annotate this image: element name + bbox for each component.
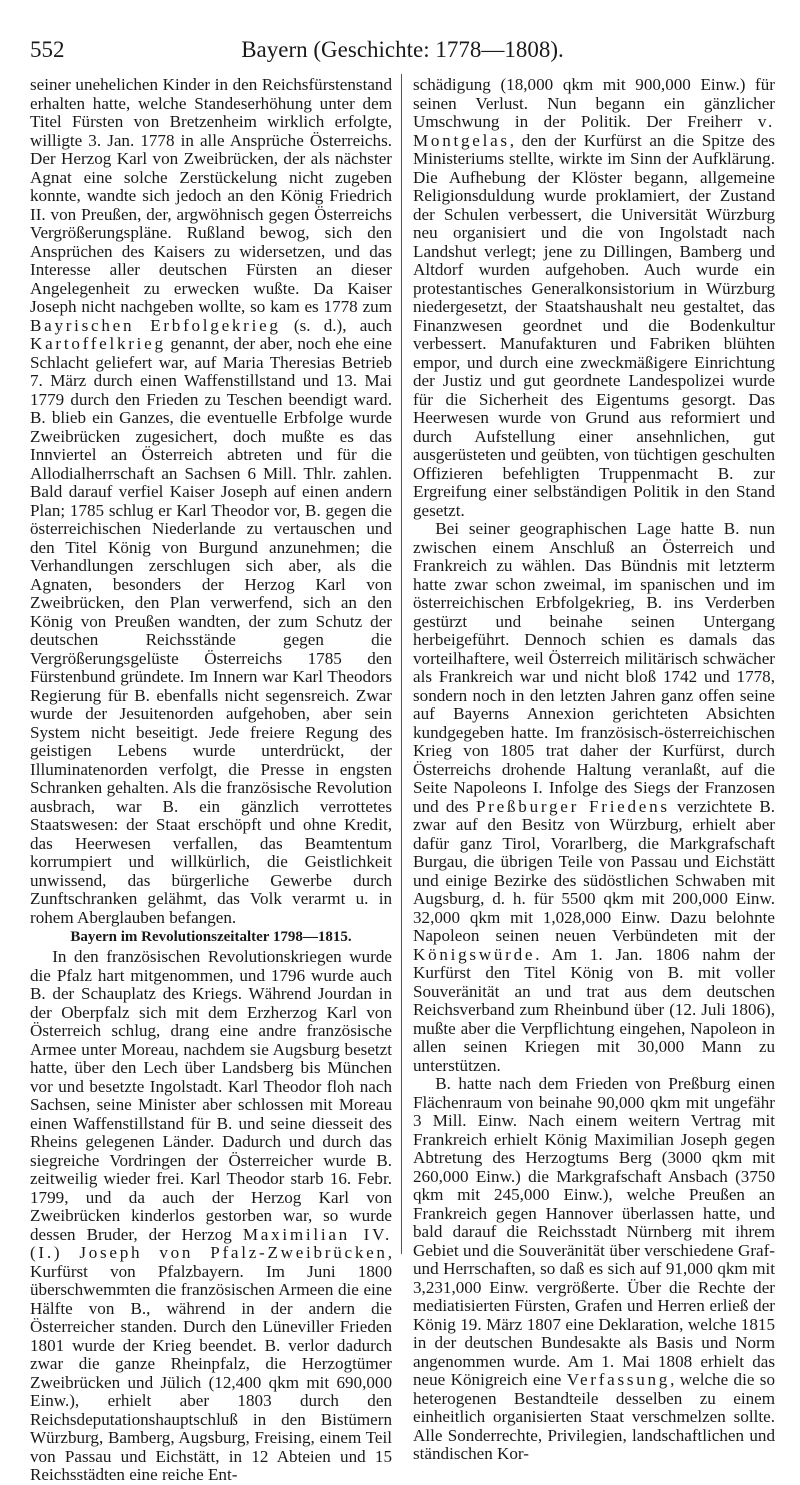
spaced-term: Preßburger Friedens xyxy=(476,796,670,816)
text-run: Bei seiner geographischen Lage hatte B. nun zwischen einem Anschluß an Österreich und Frankreich zu wählen. Das Bündnis mit letzterm hatte zwar schon zweimal, im spanischen und im österreichischen Erbfolgekrieg, B. ins Verderben gestürzt und beinahe seinen Untergang herbeigeführt. Dennoch schien es damals das vorteilhaftere, weil Österreich militärisch schwächer als Frankreich war und nicht bloß 1742 und 1778, sondern noch in den letzten Jahren ganz offen seine auf Bayerns Annexion gerichteten Absichten kundgegeben hatte. Im französisch-österreichischen Krieg von 1805 trat daher der Kurfürst, durch Österreichs drohende Haltung veranlaßt, auf die Seite Napoleons I. Infolge des Siegs der Franzosen und des xyxy=(413,519,775,816)
text-run: In den französischen Revolutionskriegen wurde die Pfalz hart mitgenommen, und 1796 wurde auch B. der Schauplatz des Kriegs. Während Jourdan in der Oberpfalz sich mit dem Erzherzog Karl von Österreich schlug, drang eine andre französische Armee unter Moreau, nachdem sie Augsburg besetzt hatte, über den Lech über Landsberg bis München vor und besetzte Ingolstadt. Karl Theodor floh nach Sachsen, seine Minister aber schlossen mit Moreau einen Waffenstillstand für B. und seine diesseit des Rheins gelegenen Länder. Dadurch und durch das siegreiche Vordringen der Österreicher wurde B. zeitweilig wieder frei. Karl Theodor starb 16. Febr. 1799, und da auch der Herzog Karl von Zweibrücken kinderlos gestorben war, so wurde dessen Bruder, der Herzog xyxy=(30,947,392,1244)
paragraph xyxy=(413,520,775,1075)
text-run: , Kurfürst von Pfalzbayern. Im Juni 1800 überschwemmten die französischen Armeen die eine Hälfte von B., während in der andern die Österreicher standen. Durch den Lüneviller Frieden 1801 wurde der Krieg beendet. B. verlor dadurch zwar die ganze Rheinpfalz, die Herzogtümer Zweibrücken und Jülich (12,400 qkm mit 690,000 Einw.), erhielt aber 1803 durch den Reichsdeputationshauptschluß in den Bistümern Würzburg, Bamberg, Augsburg, Freising, einem Teil von Passau und Eichstätt, in 12 Abteien und 15 Reichsstädten eine reiche Ent- xyxy=(30,1243,392,1484)
text-run: , den der Kurfürst an die Spitze des Ministeriums stellte, wirkte im Sinn der Aufklärung. Die Aufhebung der Klöster begann, allgemeine Religionsduldung wurde proklamiert, der Zustand der Schulen verbessert, die Universität Würzburg neu organisiert und die von Ingolstadt nach Landshut verlegt; jene zu Dillingen, Bamberg und Altdorf wurden aufgehoben. Auch wurde ein protestantisches Generalkonsistorium in Würzburg niedergesetzt, der Staatshaushalt neu gestaltet, das Finanzwesen geordnet und die Bodenkultur verbessert. Manufakturen und Fabriken blühten empor, und durch eine zweckmäßigere Einrichtung der Justiz und gut geordnete Landespolizei wurde für die Sicherheit des Eigentums gesorgt. Das Heerwesen wurde von Grund aus reformiert und durch Aufstellung einer ansehnlichen, gut ausgerüsteten und geübten, von tüchtigen geschulten Offizieren befehligten Truppenmacht B. zur Ergreifung einer selbständigen Politik in den Stand gesetzt. xyxy=(413,130,775,520)
spaced-term: Maximilian IV. (I.) Joseph von Pfalz-Zweibrücken xyxy=(30,1224,392,1262)
text-run: verzichtete B. zwar auf den Besitz von Würzburg, erhielt aber dafür ganz Tirol, Vorarlberg, die Markgrafschaft Burgau, die übrigen Teile von Passau und Eichstätt und einige Bezirke des südöstlichen Schwaben mit Augsburg, d. h. für 5500 qkm mit 200,000 Einw. 32,000 qkm mit 1,028,000 Einw. Dazu belohnte Napoleon seinen neuen Verbündeten mit der xyxy=(413,796,776,945)
paragraph xyxy=(30,948,392,1485)
text-run: schädigung (18,000 qkm mit 900,000 Einw.) für seinen Verlust. Nun begann ein gänzlicher Umschwung in der Politik. Der Freiherr xyxy=(413,75,775,131)
text-run: , welche die so heterogenen Bestandteile desselben zu einem einheitlich organisierten Staat verschmelzen sollte. Alle Sonderrechte, Privilegien, landschaftlichen und ständischen Kor- xyxy=(413,1370,775,1463)
text-run: genannt, der aber, noch ehe eine Schlacht geliefert war, auf Maria Theresias Betrieb 7. März durch einen Waffenstillstand und 13. Mai 1779 durch den Frieden zu Teschen beendigt ward. B. blieb ein Ganzes, die eventuelle Erbfolge wurde Zweibrücken zugesichert, doch mußte es das Innviertel an Österreich abtreten und für die Allodialherrschaft an Sachsen 6 Mill. Thlr. zahlen. Bald darauf verfiel Kaiser Joseph auf einen andern Plan; 1785 schlug er Karl Theodor vor, B. gegen die österreichischen Niederlande zu vertauschen und den Titel König von Burgund anzunehmen; die Verhandlungen zerschlugen sich aber, als die Agnaten, besonders der Herzog Karl von Zweibrücken, den Plan verwerfend, sich an den König von Preußen wandten, der zum Schutz der deutschen Reichsstände gegen die Vergrößerungsgelüste Österreichs 1785 den Fürstenbund gründete. Im Innern war Karl Theodors Regierung für B. ebenfalls nicht segensreich. Zwar wurde der Jesuitenorden aufgehoben, aber sein System nicht beseitigt. Jede freiere Regung des geistigen Lebens wurde unterdrückt, der Illuminatenorden verfolgt, die Presse in engsten Schranken gehalten. Als die französische Revolution ausbrach, war B. ein gänzlich verrottetes Staatswesen: der Staat erschöpft und ohne Kredit, das Heerwesen verfallen, das Beamtentum korrumpiert und willkürlich, die Geistlichkeit unwissend, das bürgerliche Gewerbe durch Zunftschranken gelähmt, das Volk verarmt u. in rohem Aberglauben befangen. xyxy=(30,334,393,927)
page-number: 552 xyxy=(30,37,65,62)
spaced-term: v. Montgelas xyxy=(413,112,775,150)
text-run: B. hatte nach dem Frieden von Preßburg einen Flächenraum von beinahe 90,000 qkm mit ungefähr 3 Mill. Einw. Nach einem weitern Vertrag mit Frankreich erhielt König Maximilian Joseph gegen Abtretung des Herzogtums Berg (3000 qkm mit 260,000 Einw.) die Markgrafschaft Ansbach (3750 qkm mit 245,000 Einw.), welche Preußen an Frankreich gegen Hannover überlassen hatte, und bald darauf die Reichsstadt Nürnberg mit ihrem Gebiet und die Souveränität über verschiedene Graf- und Herrschaften, so daß es sich auf 91,000 qkm mit 3,231,000 Einw. vergrößerte. Über die Rechte der mediatisierten Fürsten, Grafen und Herren erließ der König 19. März 1807 eine Deklaration, welche 1815 in der deutschen Bundesakte als Basis und Norm angenommen wurde. Am 1. Mai 1808 erhielt das neue Königreich eine xyxy=(413,1074,775,1389)
text-run: seiner unehelichen Kinder in den Reichsfürstenstand erhalten hatte, welche Standeserhöhung unter dem Titel Fürsten von Bretzenheim wirklich erfolgte, willigte 3. Jan. 1778 in alle Ansprüche Österreichs. Der Herzog Karl von Zweibrücken, der als nächster Agnat eine solche Zerstückelung nicht zugeben konnte, wandte sich jedoch an den König Friedrich II. von Preußen, der, argwöhnisch gegen Österreichs Vergrößerungspläne. Rußland bewog, sich den Ansprüchen des Kaisers zu widersetzen, und das Interesse aller deutschen Fürsten an dieser Angelegenheit zu erwecken wußte. Da Kaiser Joseph nicht nachgeben wollte, so kam es 1778 zum xyxy=(30,75,392,316)
left-column xyxy=(30,76,392,1485)
paragraph xyxy=(413,76,775,520)
page-header xyxy=(30,36,775,64)
running-title: Bayern (Geschichte: 1778—1808). xyxy=(241,37,564,62)
section-subheading: Bayern im Revolutionszeitalter 1798—1815. xyxy=(70,929,352,945)
text-run: (s. d.), auch xyxy=(293,315,392,335)
column-divider xyxy=(401,74,402,1254)
right-column xyxy=(413,76,775,1464)
spaced-term: Kartoffelkrieg xyxy=(30,334,166,353)
paragraph xyxy=(30,76,392,927)
spaced-term: Bayrischen Erbfolgekrieg xyxy=(30,315,281,335)
paragraph xyxy=(413,1075,775,1464)
spaced-term: Königswürde xyxy=(413,944,536,964)
text-run: . Am 1. Jan. 1806 nahm der Kurfürst den Titel König von B. mit voller Souveränität an und trat aus dem deutschen Reichsverband zum Rheinbund über (12. Juli 1806), mußte aber die Verpflichtung eingehen, Napoleon in allen seinen Kriegen mit 30,000 Mann zu unterstützen. xyxy=(413,944,775,1075)
spaced-term: Verfassung xyxy=(566,1370,671,1389)
